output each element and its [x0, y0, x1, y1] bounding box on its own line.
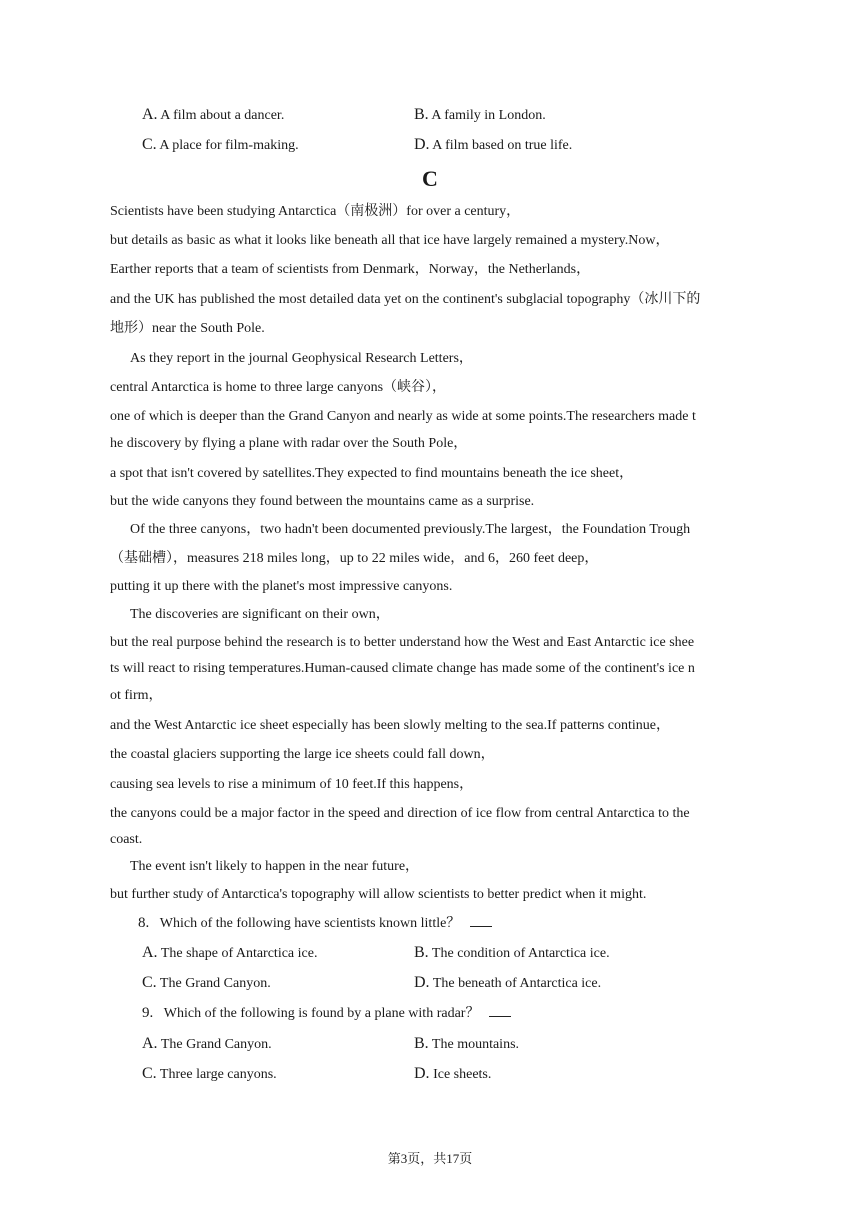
passage-line: Of the three canyons，two hadn't been documented previously.The largest，the Foundation Trough [130, 522, 691, 537]
passage-line: and the UK has published the most detailed data yet on the continent's subglacial topography（冰川下的 [110, 292, 701, 307]
passage-line: （基础槽），measures 218 miles long，up to 22 miles wide，and 6，260 feet deep， [110, 551, 599, 566]
option-d: D. A film based on true life. [414, 136, 573, 153]
passage-line: The discoveries are significant on their own， [130, 607, 390, 622]
option-c: C. A place for film-making. [142, 136, 299, 153]
passage-line: central Antarctica is home to three large canyons（峡谷）， [110, 380, 447, 395]
passage-line: ot firm， [110, 688, 163, 703]
option-b: B. The condition of Antarctica ice. [414, 944, 610, 961]
question-text: Which of the following is found by a plane with radar？ [163, 1006, 480, 1021]
option-a: A. A film about a dancer. [142, 106, 285, 123]
option-b: B. A family in London. [414, 106, 546, 123]
question-number: 9. [142, 1005, 154, 1021]
passage-line: Scientists have been studying Antarctica（南极洲）for over a century， [110, 204, 521, 219]
passage-line: Earther reports that a team of scientists from Denmark，Norway，the Netherlands， [110, 262, 591, 277]
section-heading: C [422, 166, 438, 191]
passage-line: a spot that isn't covered by satellites.They expected to find mountains beneath the ice sheet， [110, 466, 634, 481]
option-d: D. The beneath of Antarctica ice. [414, 974, 602, 991]
page-footer: 第3页，共17页 [387, 1151, 473, 1166]
option-d: D. Ice sheets. [414, 1065, 492, 1082]
passage-line: and the West Antarctic ice sheet especially has been slowly melting to the sea.If patterns continue， [110, 718, 670, 733]
passage-line: one of which is deeper than the Grand Canyon and nearly as wide at some points.The researchers made t [110, 409, 696, 424]
passage-line: but the real purpose behind the research is to better understand how the West and East Antarctic ice shee [110, 635, 695, 650]
answer-blank[interactable] [470, 914, 492, 927]
passage-line: The event isn't likely to happen in the near future， [130, 859, 420, 874]
passage-line: putting it up there with the planet's most impressive canyons. [110, 579, 453, 594]
option-c: C. Three large canyons. [142, 1065, 277, 1082]
passage-line: but the wide canyons they found between the mountains came as a surprise. [110, 494, 535, 509]
option-c: C. The Grand Canyon. [142, 974, 271, 991]
question-number: 8. [138, 915, 150, 931]
option-a: A. The Grand Canyon. [142, 1035, 272, 1052]
passage-line: the canyons could be a major factor in the speed and direction of ice flow from central Antarctica to the [110, 806, 690, 821]
passage-line: causing sea levels to rise a minimum of 10 feet.If this happens， [110, 777, 474, 792]
passage-line: coast. [110, 832, 143, 847]
passage-line: 地形）near the South Pole. [110, 321, 265, 336]
passage-line: the coastal glaciers supporting the large ice sheets could fall down， [110, 747, 495, 762]
passage-line: but details as basic as what it looks like beneath all that ice have largely remained a mystery.Now， [110, 233, 670, 248]
answer-blank[interactable] [489, 1004, 511, 1017]
question-text: Which of the following have scientists known little？ [159, 916, 461, 931]
question-9 [142, 1004, 511, 1023]
question-8 [138, 914, 492, 933]
option-b: B. The mountains. [414, 1035, 520, 1052]
option-a: A. The shape of Antarctica ice. [142, 944, 318, 961]
passage-line: ts will react to rising temperatures.Human-caused climate change has made some of the continent's ice n [110, 661, 695, 676]
passage-line: he discovery by flying a plane with radar over the South Pole， [110, 436, 468, 451]
passage-line: As they report in the journal Geophysical Research Letters， [130, 351, 473, 366]
passage-line: but further study of Antarctica's topography will allow scientists to better predict when it might. [110, 887, 647, 902]
